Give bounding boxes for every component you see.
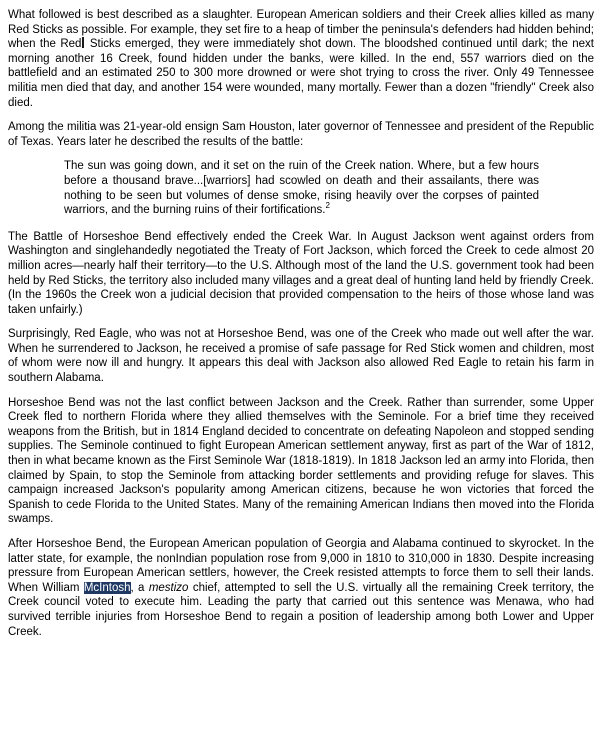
paragraph-1-text-before-cursor: What followed is best described as a slaughter. European American soldiers and their Creek allies killed as many Red Sticks as possible. For example, they set fire to a heap of timber the peninsula's defenders had hidden behind; when the Red: [8, 9, 594, 51]
italic-term: mestizo: [148, 581, 189, 594]
selected-text[interactable]: McIntosh: [83, 581, 131, 594]
quote-text: The sun was going down, and it set on the ruin of the Creek nation. Where, but a few hours before a thousand brave...[warriors] had scowled on death and their assailants, there was nothing to be seen but volumes of dense smoke, rising heavily over the corpses of painted warriors, and the burning ruins of their fortifications.: [64, 160, 539, 217]
paragraph-2: Among the militia was 21-year-old ensign Sam Houston, later governor of Tennessee and president of the Republic of Texas. Years later he described the results of the battle:: [8, 121, 594, 148]
paragraph-5: Horseshoe Bend was not the last conflict between Jackson and the Creek. Rather than surrender, some Upper Creek fled to northern Florida where they allied themselves with the Seminole. For a brief time they received weapons from the British, but in 1814 England decided to concentrate on defeating Napoleon and stopped sending supplies. The Seminole continued to fight European American settlement anyway, first as part of the War of 1812, then in what became known as the First Seminole War (1818-1819). In 1818 Jackson led an army into Florida, then claimed by Spain, to stop the Seminole from attacking border settlements and providing refuge for slaves. This campaign increased Jackson's popularity among American citizens, because he won victories that forced the Spanish to cede Florida to the United States. Many of the remaining American Indians then moved into the Florida swamps.: [8, 396, 594, 526]
paragraph-3: The Battle of Horseshoe Bend effectively ended the Creek War. In August Jackson went against orders from Washington and singlehandedly negotiated the Treaty of Fort Jackson, which forced the Creek to cede almost 20 million acres—nearly half their territory—to the U.S. Although most of the land the U.S. government took had been held by Red Sticks, the territory also included many villages and a great deal of hunting land held by friendly Creek. (In the 1960s the Creek won a judicial decision that provided compensation to the heirs of those whose land was taken unfairly.): [8, 230, 594, 316]
paragraph-6: [8, 537, 594, 639]
paragraph-1-text-after-cursor: Sticks emerged, they were immediately shot down. The bloodshed continued until dark; the next morning another 16 Creek, found hidden under the banks, were killed. In the end, 557 warriors died on the battlefield and an estimated 250 to 300 more drowned or were shot trying to cross the river. Only 49 Tennessee militia men died that day, and another 154 were wounded, many mortally. Fewer than a dozen "friendly" Creek also died.: [8, 38, 595, 109]
paragraph-6-text-2: , a: [130, 581, 149, 594]
paragraph-1: [8, 8, 594, 110]
footnote-marker: 2: [325, 201, 330, 211]
paragraph-6-text-1: After Horseshoe Bend, the European American population of Georgia and Alabama continued to skyrocket. In the latter state, for example, the nonIndian population rose from 9,000 in 1810 to 310,000 in 1830. Despite increasing pressure from European American settlers, however, the Creek resisted attempts to force them to sell their lands. When William: [8, 538, 594, 594]
paragraph-4: Surprisingly, Red Eagle, who was not at Horseshoe Bend, was one of the Creek who made out well after the war. When he surrendered to Jackson, he received a promise of safe passage for Red Stick women and children, most of whom were now ill and hungry. It appears this deal with Jackson also allowed Red Eagle to retain his farm in southern Alabama.: [8, 328, 594, 385]
block-quote: [64, 159, 539, 217]
paragraph-6-text-3: chief, attempted to sell the U.S. virtually all the remaining Creek territory, the Creek council voted to execute him. Leading the party that carried out this sentence was Menawa, who had survived terrible injuries from Horseshoe Bend to regain a position of leadership among both Lower and Upper Creek.: [8, 581, 594, 638]
